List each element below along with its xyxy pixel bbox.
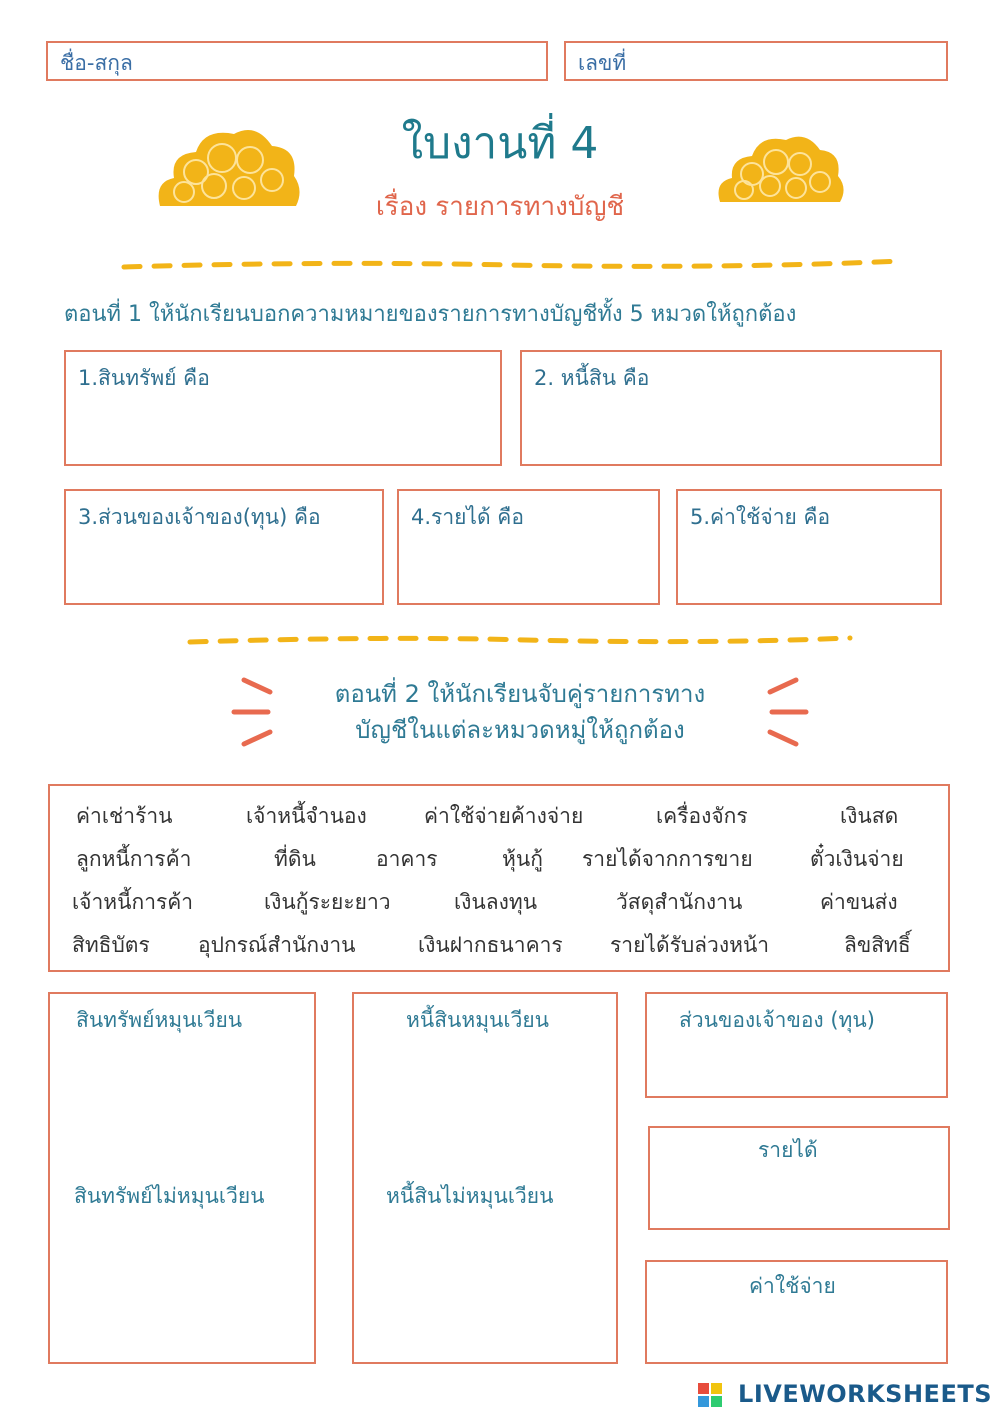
- category-revenue: รายได้: [758, 1138, 818, 1162]
- word-item[interactable]: อาคาร: [376, 847, 438, 871]
- answer-box-expenses[interactable]: [676, 489, 942, 605]
- part2-instruction-line1: ตอนที่ 2 ให้นักเรียนจับคู่รายการทาง: [334, 680, 706, 708]
- question-label: 3.ส่วนของเจ้าของ(ทุน) คือ: [78, 505, 321, 529]
- part1-instruction: ตอนที่ 1 ให้นักเรียนบอกความหมายของรายการทางบัญชีทั้ง 5 หมวดให้ถูกต้อง: [64, 302, 797, 327]
- name-field[interactable]: [46, 41, 548, 81]
- word-item[interactable]: เครื่องจักร: [656, 804, 748, 828]
- question-label: 2. หนี้สิน คือ: [534, 366, 650, 390]
- liveworksheets-logo-icon: [698, 1383, 722, 1407]
- question-label: 1.สินทรัพย์ คือ: [78, 366, 210, 390]
- word-item[interactable]: ค่าเช่าร้าน: [76, 804, 173, 828]
- category-current-assets: สินทรัพย์หมุนเวียน: [76, 1008, 243, 1032]
- dashed-divider: [120, 255, 910, 275]
- drop-box-revenue[interactable]: [648, 1126, 950, 1230]
- word-item[interactable]: ลูกหนี้การค้า: [76, 847, 192, 871]
- number-field[interactable]: [564, 41, 948, 81]
- word-bank: [48, 784, 950, 972]
- word-item[interactable]: เงินกู้ระยะยาว: [264, 890, 391, 914]
- word-item[interactable]: หุ้นกู้: [502, 847, 543, 871]
- word-item[interactable]: เงินสด: [840, 804, 899, 828]
- word-item[interactable]: เงินฝากธนาคาร: [418, 933, 563, 957]
- category-equity: ส่วนของเจ้าของ (ทุน): [679, 1008, 875, 1032]
- part2-instruction-line2: บัญชีในแต่ละหมวดหมู่ให้ถูกต้อง: [355, 716, 685, 744]
- word-item[interactable]: ค่าใช้จ่ายค้างจ่าย: [424, 804, 584, 828]
- word-item[interactable]: เจ้าหนี้การค้า: [72, 890, 194, 914]
- word-item[interactable]: วัสดุสำนักงาน: [616, 890, 743, 914]
- drop-box-liabilities[interactable]: [352, 992, 618, 1364]
- number-label: เลขที่: [578, 51, 627, 75]
- category-non-current-liabilities: หนี้สินไม่หมุนเวียน: [386, 1184, 554, 1208]
- answer-box-equity[interactable]: [64, 489, 384, 605]
- category-non-current-assets: สินทรัพย์ไม่หมุนเวียน: [74, 1184, 265, 1208]
- drop-box-assets[interactable]: [48, 992, 316, 1364]
- name-label: ชื่อ-สกุล: [60, 51, 133, 75]
- question-label: 4.รายได้ คือ: [411, 505, 524, 529]
- answer-box-assets[interactable]: [64, 350, 502, 466]
- word-item[interactable]: ที่ดิน: [274, 847, 316, 871]
- word-item[interactable]: เจ้าหนี้จำนอง: [246, 804, 367, 828]
- question-label: 5.ค่าใช้จ่าย คือ: [690, 505, 831, 529]
- word-item[interactable]: สิทธิบัตร: [72, 933, 150, 957]
- category-current-liabilities: หนี้สินหมุนเวียน: [406, 1008, 550, 1032]
- liveworksheets-brand[interactable]: LIVEWORKSHEETS: [738, 1380, 992, 1408]
- worksheet-title: ใบงานที่ 4: [401, 118, 599, 169]
- word-item[interactable]: รายได้รับล่วงหน้า: [610, 933, 770, 957]
- word-item[interactable]: ตั๋วเงินจ่าย: [810, 847, 904, 871]
- answer-box-revenue[interactable]: [397, 489, 660, 605]
- dashed-divider: [186, 632, 856, 652]
- worksheet-subtitle: เรื่อง รายการทางบัญชี: [375, 192, 625, 222]
- word-item[interactable]: ค่าขนส่ง: [820, 890, 898, 914]
- word-item[interactable]: รายได้จากการขาย: [582, 847, 753, 871]
- category-expenses: ค่าใช้จ่าย: [749, 1274, 836, 1298]
- word-item[interactable]: เงินลงทุน: [454, 890, 538, 914]
- drop-box-expenses[interactable]: [645, 1260, 948, 1364]
- word-item[interactable]: ลิขสิทธิ์: [844, 933, 911, 957]
- word-item[interactable]: อุปกรณ์สำนักงาน: [198, 933, 356, 957]
- answer-box-liabilities[interactable]: [520, 350, 942, 466]
- drop-box-equity[interactable]: [645, 992, 948, 1098]
